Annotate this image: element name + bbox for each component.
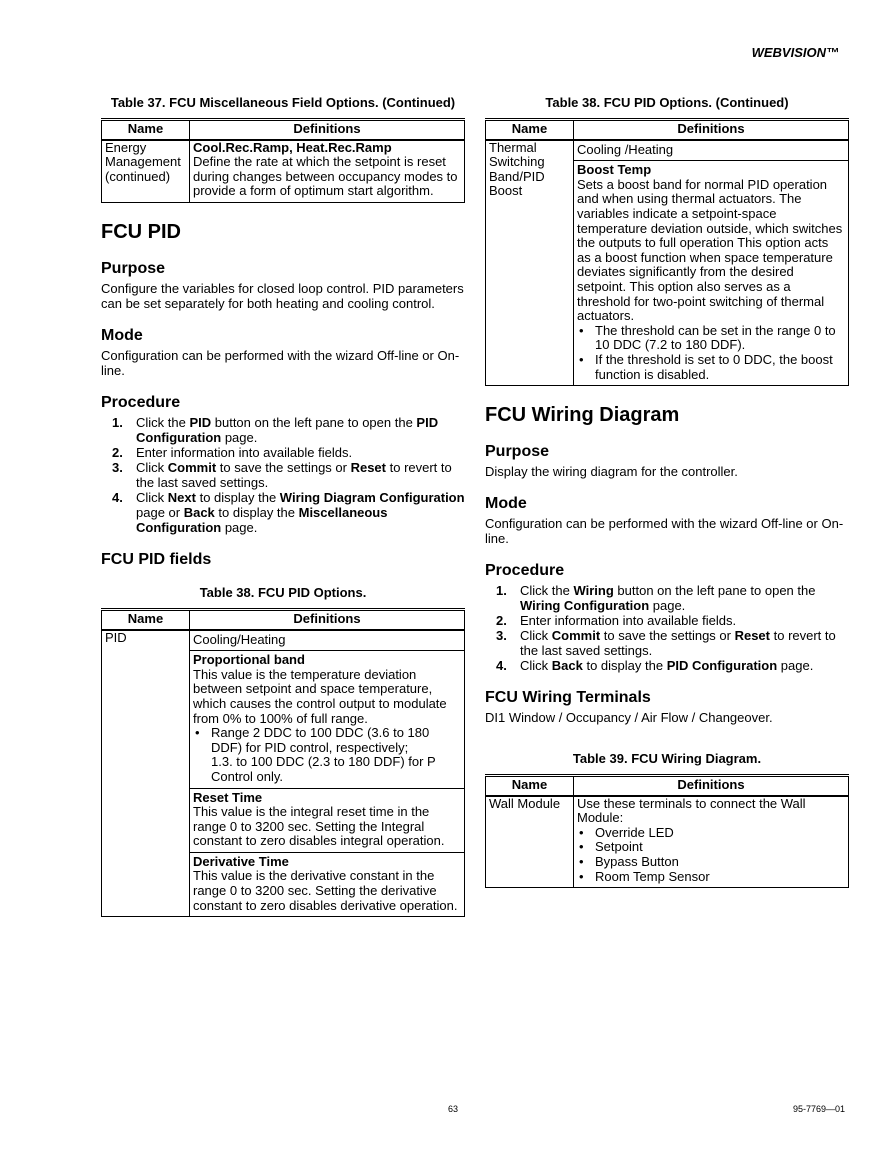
reset-time-block: Reset Time This value is the integral reset time in the range 0 to 3200 sec. Setting the Integral constant to zero disables integral operation.: [190, 788, 464, 852]
boost-temp-block: Boost Temp Sets a boost band for normal PID operation and when using thermal actuators. The variables indicate a setpoint-space temperature deviation outside, which switches the outputs to full operation This option acts as a boost function when space temperature deviates significantly from the desired setpoint. This option also serves as a threshold for two-point switching of thermal actuators. • The threshold can be set in the range 0 to 10 DDC (7.2 to 180 DDF). • If the threshold is set to 0 DDC, the boost function is disabled.: [574, 160, 848, 385]
list-item: 2. Enter information into available fields.: [112, 444, 353, 460]
section-title-fcu-wiring: FCU Wiring Diagram: [485, 404, 680, 427]
row-definition: [574, 140, 849, 386]
list-item: 2. Enter information into available fields.: [496, 613, 737, 629]
table-row: [486, 140, 849, 386]
left-column: [101, 95, 465, 917]
col-header-definitions: Definitions: [190, 120, 465, 140]
bullet-list: [193, 726, 461, 784]
table-38-continued-caption: Table 38. FCU PID Options. (Continued): [545, 95, 789, 110]
col-header-name: Name: [486, 120, 574, 140]
table-38-continued: [485, 118, 849, 386]
list-item: 3. Click Commit to save the settings or Reset to revert to the last saved settings.: [496, 628, 836, 659]
procedure-steps: [485, 583, 849, 673]
table-39: [485, 774, 849, 888]
page-number: 63: [448, 1104, 459, 1114]
col-header-name: Name: [102, 609, 190, 629]
wiring-terminals-text: DI1 Window / Occupancy / Air Flow / Changeover.: [485, 710, 773, 726]
purpose-heading: Purpose: [485, 443, 550, 461]
list-item: 4. Click Next to display the Wiring Diagram Configuration page or Back to display the Miscellaneous Configuration page.: [112, 489, 465, 535]
definition-text: Define the rate at which the setpoint is reset during changes between occupancy modes to provide a form of optimum start algorithm.: [193, 154, 458, 199]
list-item: • The threshold can be set in the range 0 to 10 DDC (7.2 to 180 DDF).: [595, 324, 845, 353]
table-39-caption: Table 39. FCU Wiring Diagram.: [572, 751, 762, 767]
table-row: [102, 140, 465, 203]
list-item: • If the threshold is set to 0 DDC, the boost function is disabled.: [595, 353, 845, 382]
table-38-caption: Table 38. FCU PID Options.: [199, 584, 367, 600]
list-item: • Override LED: [595, 826, 845, 841]
mode-text: Configuration can be performed with the wizard Off-line or On-line.: [101, 347, 460, 378]
row-definition: Use these terminals to connect the Wall Module: • Override LED • Setpoint • Bypass Button • Room Temp Sensor: [574, 796, 849, 888]
section-title-fcu-pid: FCU PID: [101, 220, 181, 243]
row-name: PID: [102, 630, 190, 917]
list-item: • Range 2 DDC to 100 DDC (3.6 to 180 DDF) for PID control, respectively; 1.3. to 100 DDC (2.3 to 180 DDF) for P Control only.: [211, 726, 461, 784]
procedure-heading: Procedure: [101, 393, 181, 411]
list-item: 3. Click Commit to save the settings or Reset to revert to the last saved settings.: [112, 459, 452, 490]
row-mode: Cooling /Heating: [577, 141, 674, 157]
list-item: 1. Click the PID button on the left pane to open the PID Configuration page.: [112, 414, 439, 445]
row-definition: [190, 140, 465, 203]
procedure-heading: Procedure: [485, 562, 565, 580]
fcu-pid-fields-heading: FCU PID fields: [101, 550, 212, 568]
col-header-name: Name: [486, 776, 574, 796]
definition-title: Cool.Rec.Ramp, Heat.Rec.Ramp: [193, 139, 392, 155]
table-37: [101, 118, 465, 203]
list-item: • Setpoint: [595, 840, 845, 855]
procedure-steps: [101, 415, 465, 535]
proportional-band-block: Proportional band This value is the temperature deviation between setpoint and space temperature, which causes the control output to modulate from 0% to 100% of full range. • Range 2 DDC to 100 DDC (3.6 to 180 DDF) for PID control, respectively; 1.3. to 100 DDC (2.3 to 180 DDF) for P Control only.: [190, 650, 464, 787]
row-mode: Cooling/Heating: [193, 631, 286, 647]
row-name: Wall Module: [486, 796, 574, 888]
running-header: WEBVISION™: [751, 45, 839, 60]
row-name: Energy Management (continued): [102, 140, 190, 203]
col-header-definitions: Definitions: [190, 609, 465, 629]
col-header-definitions: Definitions: [574, 776, 849, 796]
row-name: Thermal Switching Band/PID Boost: [486, 140, 574, 386]
purpose-text: Configure the variables for closed loop control. PID parameters can be set separately for both heating and cooling control.: [101, 280, 464, 311]
purpose-text: Display the wiring diagram for the controller.: [485, 464, 738, 480]
mode-heading: Mode: [101, 326, 143, 344]
table-row: [486, 796, 849, 888]
right-column: [485, 95, 849, 888]
document-number: 95-7769—01: [792, 1104, 845, 1114]
list-item: 1. Click the Wiring button on the left pane to open the Wiring Configuration page.: [496, 583, 816, 614]
mode-heading: Mode: [485, 495, 527, 513]
wiring-terminals-heading: FCU Wiring Terminals: [485, 689, 651, 707]
table-row: [102, 630, 465, 917]
list-item: • Bypass Button: [595, 855, 845, 870]
derivative-time-block: Derivative Time This value is the derivative constant in the range 0 to 3200 sec. Setting the derivative constant to zero disables derivative operation.: [190, 852, 464, 916]
col-header-definitions: Definitions: [574, 120, 849, 140]
bullet-list: [577, 826, 845, 884]
table-38: [101, 608, 465, 917]
list-item: • Room Temp Sensor: [595, 870, 845, 885]
col-header-name: Name: [102, 120, 190, 140]
list-item: 4. Click Back to display the PID Configuration page.: [496, 658, 814, 674]
row-definition: [190, 630, 465, 917]
mode-text: Configuration can be performed with the wizard Off-line or On-line.: [485, 516, 844, 547]
bullet-list: [577, 324, 845, 382]
purpose-heading: Purpose: [101, 259, 166, 277]
table-37-caption: Table 37. FCU Miscellaneous Field Options. (Continued): [110, 95, 456, 110]
